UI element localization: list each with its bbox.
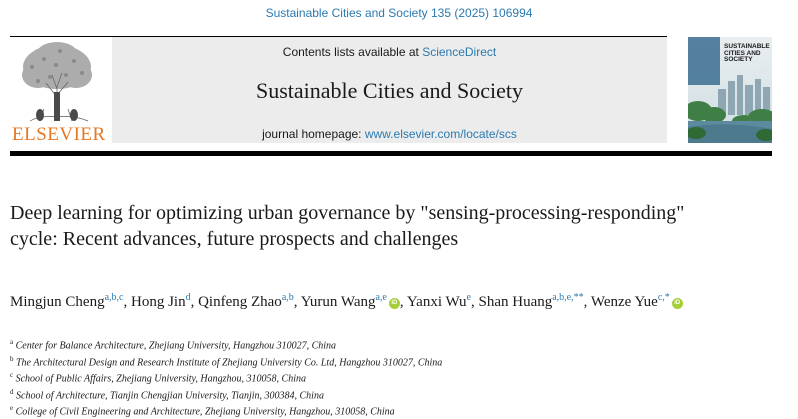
author[interactable] [301, 294, 400, 310]
affiliation-letter: d [10, 387, 14, 396]
author[interactable] [591, 294, 683, 310]
elsevier-tree-logo [10, 37, 105, 123]
journal-citation-link[interactable]: Sustainable Cities and Society 135 (2025) 106994 [265, 6, 533, 20]
affiliation [10, 386, 770, 403]
affiliation-text: The Architectural Design and Research Institute of Zhejiang University Co. Ltd, Hangzhou 310027, China [16, 356, 443, 368]
contents-prefix: Contents lists available at [282, 45, 423, 59]
affiliation-letter: e [10, 404, 14, 413]
orcid-icon[interactable]: iD [389, 298, 400, 309]
orcid-icon[interactable]: iD [672, 298, 683, 309]
homepage-line [112, 127, 667, 141]
author-name[interactable]: Yanxi Wu [406, 294, 467, 310]
journal-name: Sustainable Cities and Society [255, 78, 524, 103]
author-affiliation-marker[interactable]: a,e [375, 292, 387, 303]
author[interactable] [407, 294, 471, 310]
journal-homepage-link[interactable]: www.elsevier.com/locate/scs [364, 127, 517, 141]
author-list: Mingjun Cheng$^{a,b,c}$, Hong Jin$^d$, Qinfeng Zhao$^{a,b}$, Yurun Wang$^{a,e}$ iD , Yanxi Wu$^e$, Shan Huang$^{a,b,e,**}$, Wenze Yue$^{c,*}$ iD [10, 287, 770, 313]
elsevier-wordmark: ELSEVIER [12, 124, 106, 145]
cover-title: SUSTAINABLE CITIES AND SOCIETY [724, 43, 770, 63]
article-title: Deep learning for optimizing urban governance by "sensing-processing-responding" cycle: Recent advances, future prospects and challenges [10, 202, 685, 250]
author[interactable] [198, 294, 294, 310]
affiliation [10, 402, 770, 419]
affiliations-list [10, 336, 770, 419]
affiliation-letter: b [10, 354, 14, 363]
author-affiliation-marker[interactable]: e [466, 292, 471, 303]
author-affiliation-marker[interactable]: c,* [657, 292, 670, 303]
sciencedirect-link[interactable]: ScienceDirect [422, 45, 497, 59]
journal-masthead [112, 37, 667, 143]
affiliation-letter: a [10, 338, 14, 346]
contents-line [112, 45, 667, 59]
author-name[interactable]: Yurun Wang [300, 294, 376, 310]
journal-cover-image[interactable] [688, 37, 772, 143]
affiliation [10, 353, 770, 370]
affiliation [10, 336, 770, 353]
affiliation-text: School of Architecture, Tianjin Chengjian University, Tianjin, 300384, China [16, 389, 324, 401]
author-affiliation-marker[interactable]: a,b,c [104, 292, 124, 303]
author[interactable] [478, 294, 583, 310]
author-affiliation-marker[interactable]: a,b,e,** [552, 292, 584, 303]
affiliation-text: School of Public Affairs, Zhejiang University, Hangzhou, 310058, China [15, 373, 306, 385]
affiliation-letter: c [10, 371, 14, 380]
author-name[interactable]: Qinfeng Zhao [198, 294, 282, 310]
author-name[interactable]: Wenze Yue [590, 294, 658, 310]
homepage-prefix: journal homepage: [262, 127, 365, 141]
author-name[interactable]: Mingjun Cheng [10, 294, 105, 310]
author-affiliation-marker[interactable]: d [185, 292, 191, 303]
author-name[interactable]: Shan Huang [478, 294, 553, 310]
affiliation-text: Center for Balance Architecture, Zhejiang University, Hangzhou 310027, China [15, 340, 337, 352]
affiliation-text: College of Civil Engineering and Architecture, Zhejiang University, Hangzhou, 310058, China [15, 406, 395, 418]
author-affiliation-marker[interactable]: a,b [281, 292, 294, 303]
affiliation [10, 369, 770, 386]
author[interactable] [131, 294, 191, 310]
author-name[interactable]: Hong Jin [130, 294, 186, 310]
header-rule [10, 151, 772, 156]
author[interactable] [10, 294, 123, 310]
